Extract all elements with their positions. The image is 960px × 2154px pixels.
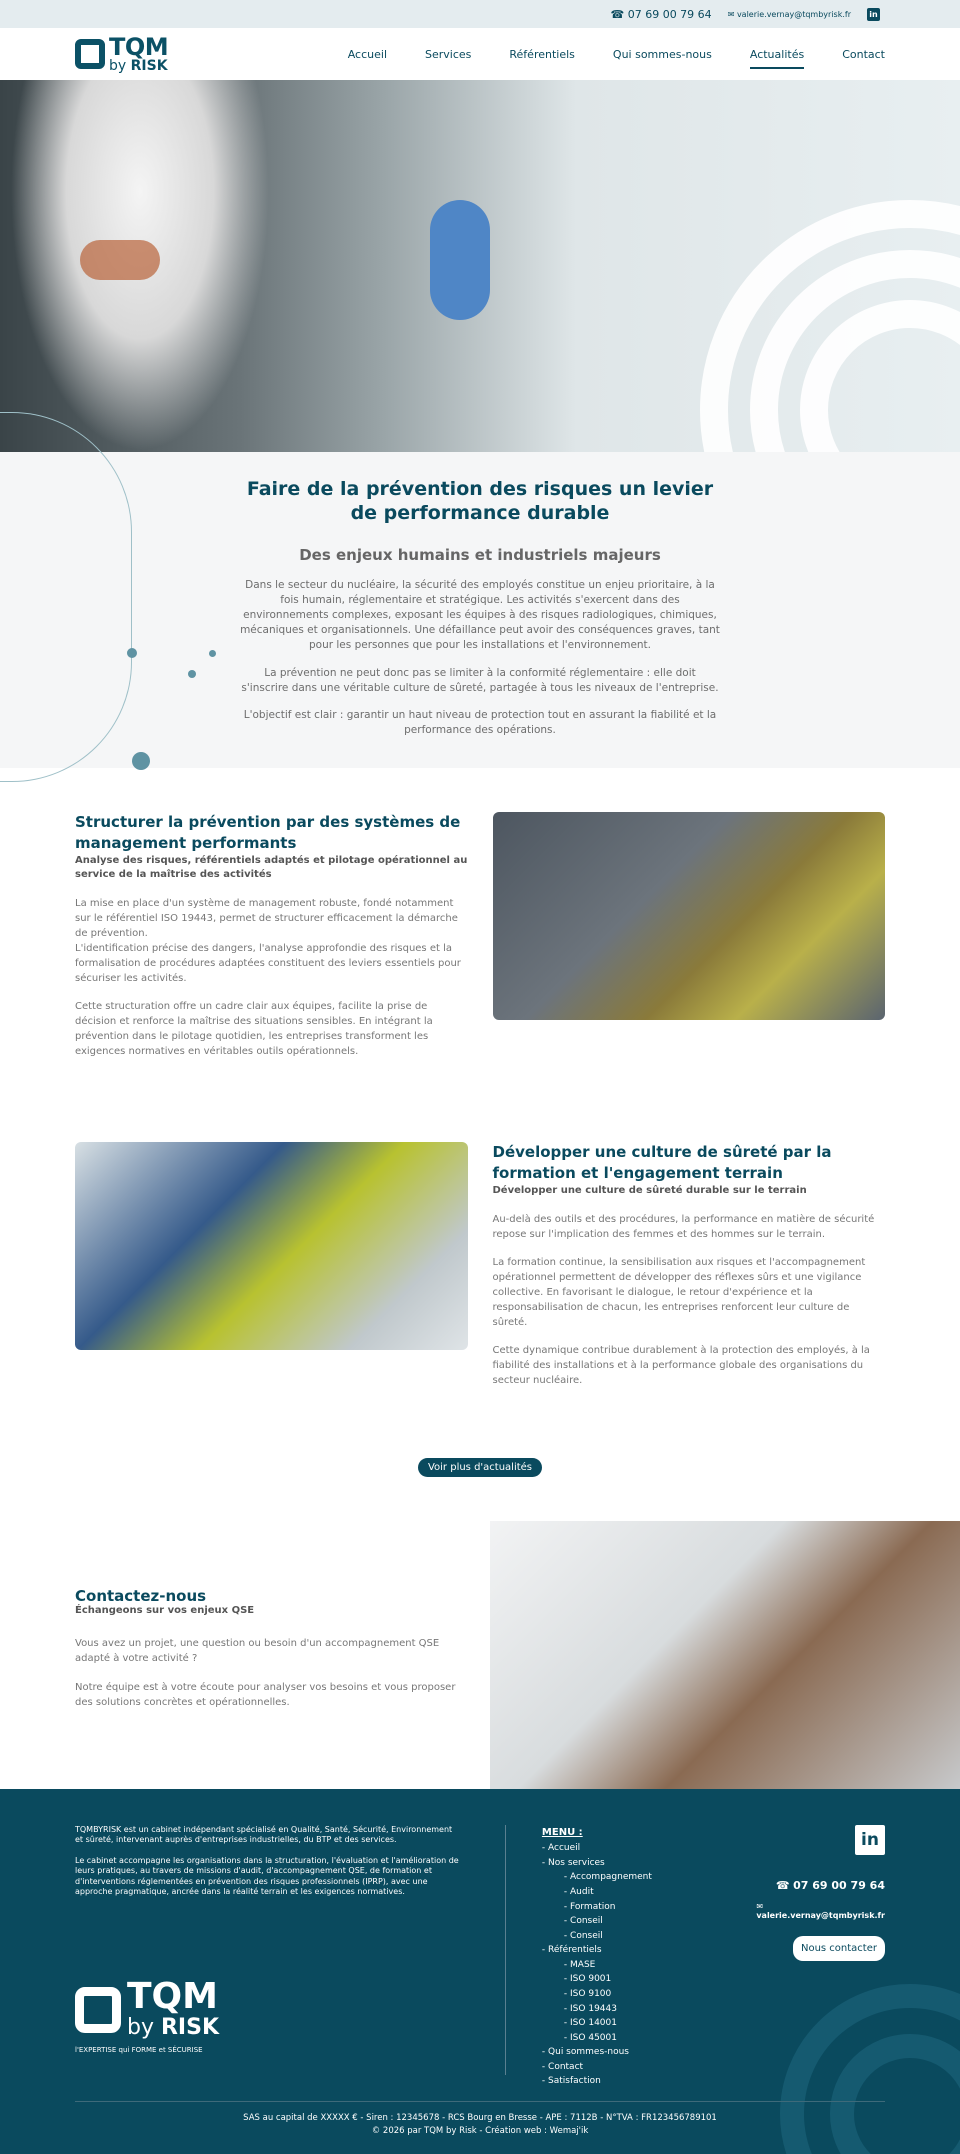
footer-about: TQMBYRISK est un cabinet indépendant spécialisé en Qualité, Santé, Sécurité, Environnement et sûreté, intervenant auprès d'entreprises industrielles, du BTP et des services. — [75, 1825, 453, 1845]
site-footer — [0, 1789, 960, 2154]
footer-contact-button[interactable]: Nous contacter — [793, 1936, 885, 1961]
section-paragraph: Au-delà des outils et des procédures, la performance en matière de sécurité repose sur l'implication des femmes et des hommes sur le terrain. — [492, 1214, 875, 1240]
footer-tagline: l'EXPERTISE qui FORME et SÉCURISE — [75, 2046, 203, 2054]
footer-logo-risk: RISK — [160, 2015, 220, 2040]
intro-paragraph: Dans le secteur du nucléaire, la sécurité des employés constitue un enjeu prioritaire, à la fois humain, réglementaire et stratégique. Les activités s'exercent dans des environnements complexes, exposant les équipes à des risques radiologiques, chimiques, mécaniques et organisationnels. Une défaillance peut avoir des conséquences graves, tant pour les personnes que pour les installations et l'environnement. — [240, 578, 720, 652]
intro-section — [0, 452, 960, 768]
footer-menu-item[interactable]: - Accompagnement — [563, 1872, 652, 1883]
decor-dot — [188, 670, 196, 678]
intro-paragraph: L'objectif est clair : garantir un haut niveau de protection tout en assurant la fiabilité et la performance des opérations. — [243, 709, 717, 737]
footer-menu-item[interactable]: - ISO 19443 — [563, 2003, 617, 2014]
footer-logo[interactable] — [75, 1976, 220, 2054]
footer-logo-by: by — [127, 2015, 154, 2040]
contact-section — [0, 1521, 960, 1789]
footer-menu-item[interactable]: - ISO 14001 — [563, 2018, 617, 2029]
section-subtitle: Analyse des risques, référentiels adaptés et pilotage opérationnel au service de la maîtrise des activités — [75, 855, 468, 880]
section-paragraph: La formation continue, la sensibilisation aux risques et l'accompagnement opérationnel permettent de développer des réflexes sûrs et une vigilance collective. En favorisant le dialogue, le retour d'expérience et la responsabilisation de chacun, les entreprises renforcent leur culture de sûreté. — [492, 1257, 866, 1328]
engineer-laptop-image — [493, 812, 886, 1020]
footer-menu-item[interactable]: - Formation — [563, 1901, 616, 1912]
nav-item-contact[interactable]: Contact — [842, 47, 885, 61]
contact-title: Contactez-nous — [75, 1586, 207, 1605]
contact-paragraph: Vous avez un projet, une question ou besoin d'un accompagnement QSE adapté à votre activité ? — [75, 1637, 440, 1664]
nav-item-accueil[interactable]: Accueil — [347, 47, 387, 61]
footer-copyright: © 2026 par TQM by Risk - Création web : Wemaj'ik — [371, 2125, 589, 2136]
footer-legal-text: SAS au capital de XXXXX € - Siren : 12345678 - RCS Bourg en Bresse - APE : 7112B - N°TVA : FR123456789101 — [243, 2112, 717, 2123]
section-title: Structurer la prévention par des systèmes de management performants — [75, 813, 461, 852]
decor-dot — [127, 648, 137, 658]
footer-email-text[interactable]: valerie.vernay@tqmbyrisk.fr — [756, 1911, 885, 1920]
main-nav — [0, 28, 960, 80]
footer-menu-item[interactable]: - ISO 9100 — [563, 1988, 612, 1999]
decor-outline — [0, 412, 132, 782]
footer-menu-item[interactable]: - Audit — [563, 1886, 594, 1897]
nav-item-qui-sommes-nous[interactable]: Qui sommes-nous — [612, 47, 712, 61]
footer-menu-title: MENU : — [541, 1827, 583, 1838]
nav-item-actualites[interactable]: Actualités — [749, 47, 805, 61]
footer-menu — [542, 1825, 756, 2089]
section-paragraph — [75, 896, 468, 986]
section-paragraph: Cette structuration offre un cadre clair aux équipes, facilite la prise de décision et renforce la maîtrise des situations sensibles. En intégrant la prévention dans le pilotage quotidien, les entreprises transforment les exigences normatives en véritables outils opérationnels. — [75, 1001, 433, 1057]
logo-risk-text: RISK — [130, 58, 168, 74]
nav-menu — [348, 48, 885, 61]
footer-divider — [505, 1825, 506, 2075]
footer-logo-main: TQM — [127, 1976, 218, 2017]
footer-menu-item[interactable]: - Satisfaction — [541, 2076, 601, 2087]
decor-dot — [132, 752, 150, 770]
nav-item-services[interactable]: Services — [425, 47, 472, 61]
footer-about: Le cabinet accompagne les organisations dans la structuration, l'évaluation et l'amélioration de leurs pratiques, au travers de missions d'audit, d'accompagnement QSE, de formation et d'interventions réglementées en prévention des risques professionnels (IPRP), avec une approche pragmatique, ancrée dans la réalité terrain et les exigences normatives. — [75, 1855, 459, 1896]
hero-respirator — [430, 200, 490, 320]
decor-dot — [209, 650, 216, 657]
section-subtitle: Développer une culture de sûreté durable sur le terrain — [492, 1185, 807, 1196]
footer-phone-text[interactable]: 07 69 00 79 64 — [793, 1879, 885, 1892]
hero-goggles — [80, 240, 160, 280]
workers-tablet-image — [75, 1142, 468, 1350]
article-section-1 — [0, 812, 960, 1072]
intro-subtitle: Des enjeux humains et industriels majeurs — [299, 545, 661, 564]
footer-menu-item[interactable]: - Référentiels — [541, 1945, 602, 1956]
footer-menu-item[interactable]: - Nos services — [541, 1857, 605, 1868]
section-paragraph-text: L'identification précise des dangers, l'analyse approfondie des risques et la formalisation de procédures adaptées constituent des leviers essentiels pour sécuriser les activités. — [75, 943, 461, 984]
linkedin-icon[interactable]: in — [867, 8, 880, 21]
hero-image — [0, 80, 960, 452]
section-paragraph: Cette dynamique contribue durablement à la protection des employés, à la fiabilité des installations et à la performance globale des organisations du secteur nucléaire. — [492, 1345, 870, 1386]
footer-menu-item[interactable]: - ISO 45001 — [563, 2032, 617, 2043]
puzzle-hands-image — [490, 1521, 960, 1789]
topbar-phone-text[interactable]: 07 69 00 79 64 — [627, 7, 712, 21]
topbar-email[interactable]: ✉ valerie.vernay@tqmbyrisk.fr — [727, 9, 851, 19]
footer-email[interactable]: ✉ valerie.vernay@tqmbyrisk.fr — [756, 1902, 885, 1920]
top-bar — [0, 0, 960, 28]
footer-menu-item[interactable]: - Qui sommes-nous — [541, 2047, 629, 2058]
footer-menu-item[interactable]: - Contact — [541, 2061, 584, 2072]
footer-legal — [75, 2101, 885, 2138]
site-logo[interactable] — [75, 35, 168, 73]
topbar-phone[interactable]: ☎ 07 69 00 79 64 — [610, 7, 712, 21]
more-news-button[interactable]: Voir plus d'actualités — [418, 1458, 542, 1477]
nav-item-referentiels[interactable]: Référentiels — [509, 47, 575, 61]
footer-phone[interactable]: ☎ 07 69 00 79 64 — [775, 1879, 885, 1892]
article-section-2 — [0, 1142, 960, 1401]
section-paragraph-text: La mise en place d'un système de management robuste, fondé notamment sur le référentiel ISO 19443, permet de structurer efficacement la démarche de prévention. — [75, 898, 458, 939]
footer-menu-item[interactable]: - Conseil — [563, 1916, 603, 1927]
footer-logo-q-icon — [75, 1987, 121, 2033]
contact-paragraph: Notre équipe est à votre écoute pour analyser vos besoins et vous proposer des solutions concrètes et opérationnelles. — [75, 1681, 456, 1708]
section-title: Développer une culture de sûreté par la formation et l'engagement terrain — [492, 1143, 832, 1182]
intro-title: Faire de la prévention des risques un levier de performance durable — [246, 478, 714, 524]
footer-menu-item[interactable]: - Accueil — [541, 1843, 581, 1854]
logo-q-icon — [75, 39, 105, 69]
logo-by-text: by — [109, 58, 127, 74]
footer-menu-item[interactable]: - ISO 9001 — [563, 1974, 612, 1985]
logo-main-text: TQM — [109, 33, 169, 61]
footer-menu-item[interactable]: - MASE — [563, 1959, 596, 1970]
contact-subtitle: Échangeons sur vos enjeux QSE — [75, 1604, 255, 1616]
footer-linkedin-icon[interactable]: in — [855, 1825, 885, 1855]
footer-menu-item[interactable]: - Conseil — [563, 1930, 603, 1941]
intro-paragraph: La prévention ne peut donc pas se limiter à la conformité réglementaire : elle doit s'inscrire dans une véritable culture de sûreté, partagée à tous les niveaux de l'entreprise. — [241, 666, 719, 694]
topbar-email-text[interactable]: valerie.vernay@tqmbyrisk.fr — [736, 9, 851, 19]
